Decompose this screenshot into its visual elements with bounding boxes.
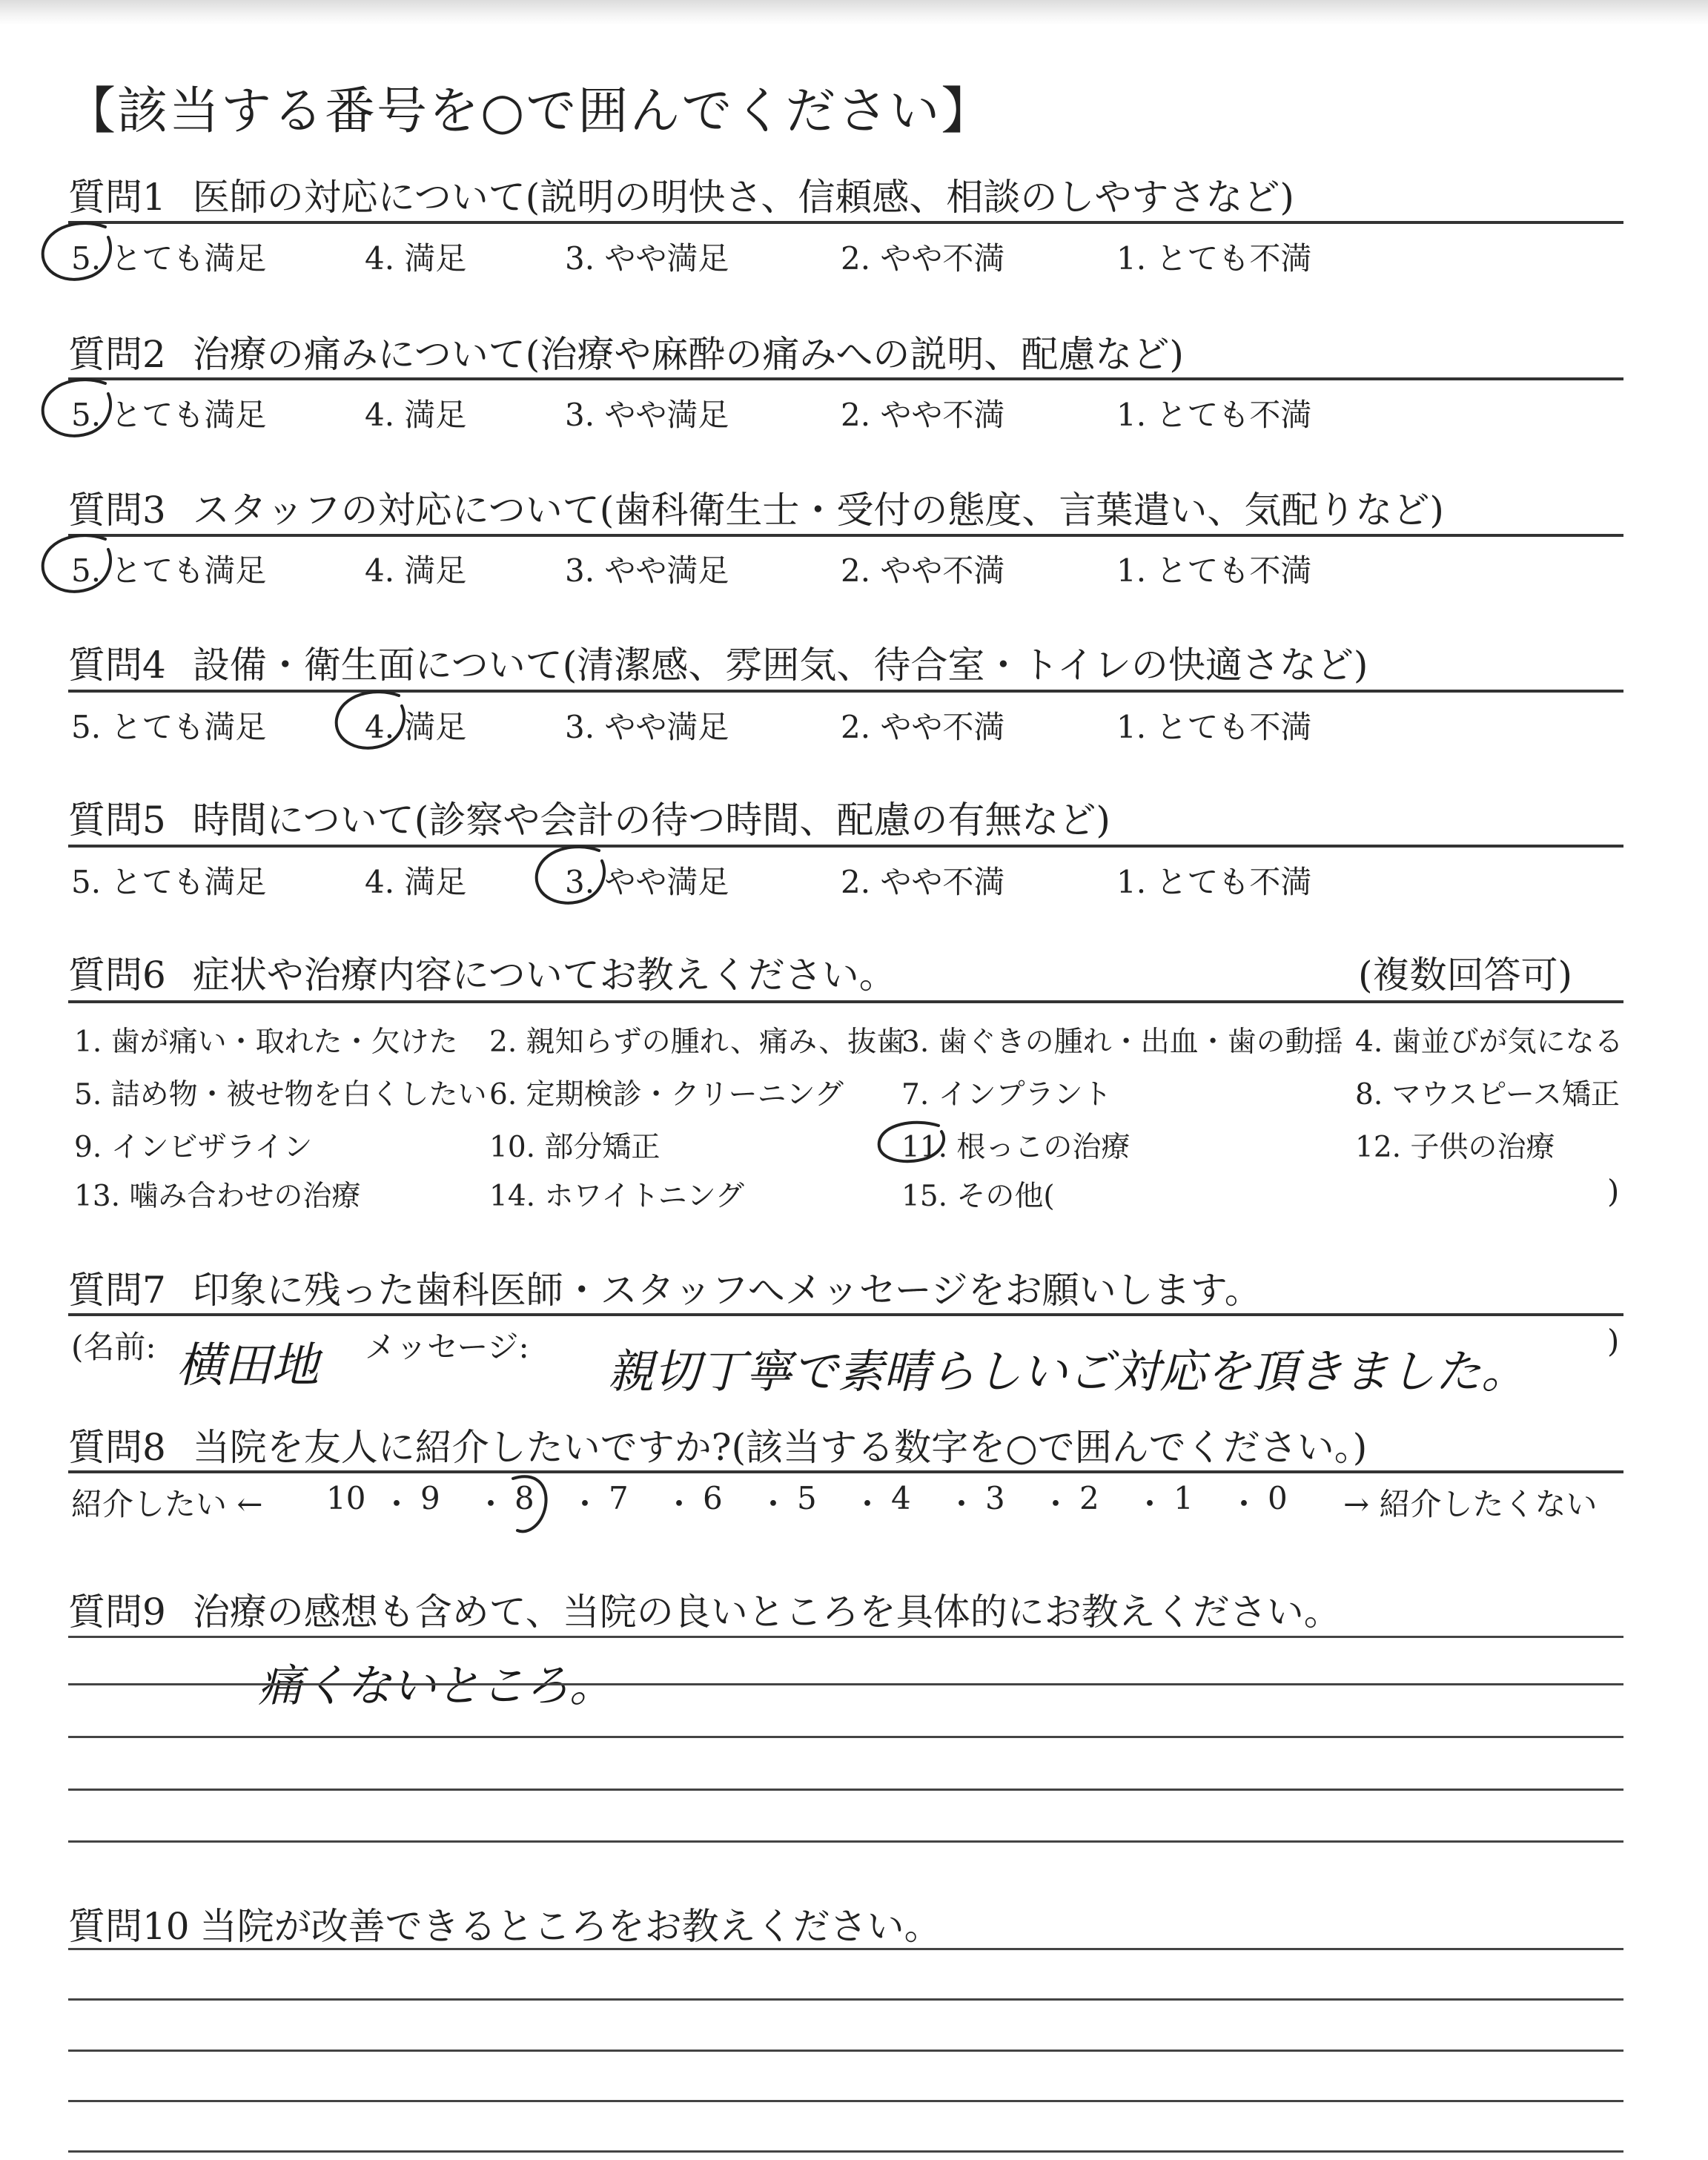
question-10-text: 当院が改善できるところをお教えください。: [199, 1905, 941, 1948]
q6-option-14[interactable]: 14. ホワイトニング: [489, 1180, 744, 1213]
q2-option-5[interactable]: 5. とても満足: [71, 397, 267, 433]
question-3: [68, 480, 1444, 534]
q3-answer-circle: [37, 530, 126, 604]
q4-answer-circle: [331, 687, 420, 761]
question-8-number: 質問8: [68, 1426, 166, 1469]
scale-left-label: 紹介したい ←: [71, 1486, 263, 1522]
question-9-text: 治療の感想も含めて、当院の良いところを具体的にお教えください。: [192, 1591, 1341, 1634]
q6-option-5[interactable]: 5. 詰め物・被せ物を白くしたい: [74, 1078, 487, 1112]
question-6-rule: [68, 1000, 1623, 1003]
question-9: [68, 1582, 1341, 1636]
question-4-rule: [68, 690, 1623, 693]
question-1-text: 医師の対応について(説明の明快さ、信頼感、相談のしやすさなど): [192, 176, 1294, 219]
q6-option-12[interactable]: 12. 子供の治療: [1355, 1131, 1555, 1164]
scale-separator: ・: [663, 1486, 695, 1522]
question-5-number: 質問5: [68, 799, 166, 842]
question-9-number: 質問9: [68, 1591, 166, 1634]
q4-option-5[interactable]: 5. とても満足: [71, 709, 267, 745]
q3-option-1[interactable]: 1. とても不満: [1116, 552, 1312, 589]
question-2-text: 治療の痛みについて(治療や麻酔の痛みへの説明、配慮など): [192, 333, 1184, 376]
q5-option-5[interactable]: 5. とても満足: [71, 864, 267, 900]
q3-option-2[interactable]: 2. やや不満: [841, 552, 1005, 589]
question-5: [68, 790, 1110, 844]
question-7-number: 質問7: [68, 1269, 166, 1312]
scale-value-7[interactable]: 7: [609, 1480, 629, 1516]
q1-option-2[interactable]: 2. やや不満: [841, 240, 1005, 277]
question-3-text: スタッフの対応について(歯科衛生士・受付の態度、言葉遣い、気配りなど): [192, 489, 1444, 532]
scale-separator: ・: [1228, 1486, 1260, 1522]
q2-option-3[interactable]: 3. やや満足: [565, 397, 729, 433]
scale-separator: ・: [1040, 1486, 1072, 1522]
q6-option-13[interactable]: 13. 噛み合わせの治療: [74, 1180, 361, 1213]
scale-value-0[interactable]: 0: [1268, 1480, 1288, 1516]
scale-value-3[interactable]: 3: [985, 1480, 1005, 1516]
q9-line-5: [68, 1840, 1623, 1843]
q10-line-5: [68, 2150, 1623, 2153]
message-label: メッセージ:: [365, 1329, 529, 1365]
q1-answer-circle: [37, 218, 126, 292]
question-2: [68, 325, 1184, 378]
q2-option-4[interactable]: 4. 満足: [365, 397, 467, 433]
question-7-text: 印象に残った歯科医師・スタッフへメッセージをお願いします。: [192, 1269, 1262, 1312]
question-3-rule: [68, 534, 1623, 537]
q1-option-4[interactable]: 4. 満足: [365, 240, 467, 277]
question-8-rule: [68, 1470, 1623, 1473]
question-1-number: 質問1: [68, 176, 166, 219]
question-3-number: 質問3: [68, 489, 166, 532]
scale-value-8[interactable]: 8: [514, 1480, 534, 1516]
q5-option-4[interactable]: 4. 満足: [365, 864, 467, 900]
question-1-rule: [68, 221, 1623, 224]
q4-option-4[interactable]: 4. 満足: [365, 709, 467, 745]
q6-option-15[interactable]: 15. その他(: [901, 1180, 1055, 1213]
scale-separator: ・: [569, 1486, 601, 1522]
scale-value-5[interactable]: 5: [797, 1480, 817, 1516]
q2-answer-circle: [37, 374, 126, 449]
scale-right-label: → 紹介したくない: [1343, 1486, 1598, 1522]
q10-line-4: [68, 2100, 1623, 2102]
question-4-text: 設備・衛生面について(清潔感、雰囲気、待合室・トイレの快適さなど): [192, 644, 1368, 687]
question-10: [68, 1897, 941, 1950]
question-5-text: 時間について(診察や会計の待つ時間、配慮の有無など): [192, 799, 1110, 842]
scale-value-10[interactable]: 10: [326, 1480, 366, 1516]
q1-option-1[interactable]: 1. とても不満: [1116, 240, 1312, 277]
q2-option-2[interactable]: 2. やや不満: [841, 397, 1005, 433]
question-6-text: 症状や治療内容についてお教えください。: [192, 954, 896, 997]
q2-option-1[interactable]: 1. とても不満: [1116, 397, 1312, 433]
q3-option-5[interactable]: 5. とても満足: [71, 552, 267, 589]
q1-option-3[interactable]: 3. やや満足: [565, 240, 729, 277]
question-5-rule: [68, 845, 1623, 848]
handwritten-name: 横田地: [176, 1338, 319, 1393]
scale-separator: ・: [852, 1486, 884, 1522]
message-close-paren: ): [1607, 1323, 1620, 1359]
q5-option-2[interactable]: 2. やや不満: [841, 864, 1005, 900]
q9-line-3: [68, 1736, 1623, 1738]
question-10-number: 質問10: [68, 1905, 190, 1948]
question-6-number: 質問6: [68, 954, 166, 997]
multiple-answer-note: (複数回答可): [1358, 954, 1573, 997]
q9-line-2: [68, 1683, 1623, 1685]
q5-option-3[interactable]: 3. やや満足: [565, 864, 729, 900]
q6-option-6[interactable]: 6. 定期検診・クリーニング: [489, 1078, 844, 1112]
q6-option-4[interactable]: 4. 歯並びが気になる: [1355, 1025, 1623, 1059]
q10-line-3: [68, 2050, 1623, 2052]
handwritten-q9-answer: 痛くないところ。: [258, 1660, 614, 1712]
q10-line-2: [68, 1998, 1623, 2001]
handwritten-message: 親切丁寧で素晴らしいご対応を頂きました。: [608, 1344, 1528, 1398]
scale-separator: ・: [475, 1486, 507, 1522]
question-8: [68, 1418, 1367, 1471]
scale-separator: ・: [758, 1486, 790, 1522]
scale-separator: ・: [946, 1486, 978, 1522]
q6-option-7[interactable]: 7. インプラント: [901, 1078, 1112, 1112]
q9-line-1: [68, 1636, 1623, 1638]
q4-option-1[interactable]: 1. とても不満: [1116, 709, 1312, 745]
scale-separator: ・: [1134, 1486, 1166, 1522]
question-7-rule: [68, 1313, 1623, 1316]
question-1: [68, 168, 1294, 221]
q6-answer-circle: [875, 1118, 956, 1170]
q5-option-1[interactable]: 1. とても不満: [1116, 864, 1312, 900]
q8-answer-circle: [500, 1471, 559, 1538]
scale-value-6[interactable]: 6: [703, 1480, 723, 1516]
q6-option-8[interactable]: 8. マウスピース矯正: [1355, 1078, 1620, 1112]
q4-option-3[interactable]: 3. やや満足: [565, 709, 729, 745]
question-6: [68, 945, 896, 999]
scale-value-2[interactable]: 2: [1079, 1480, 1099, 1516]
q6-option-3[interactable]: 3. 歯ぐきの腫れ・出血・歯の動揺: [901, 1025, 1343, 1059]
q6-option-9[interactable]: 9. インビザライン: [74, 1131, 313, 1164]
q5-answer-circle: [531, 842, 620, 916]
scale-value-4[interactable]: 4: [891, 1480, 911, 1516]
q4-option-2[interactable]: 2. やや不満: [841, 709, 1005, 745]
q6-option-10[interactable]: 10. 部分矯正: [489, 1131, 661, 1164]
scale-separator: ・: [381, 1486, 413, 1522]
question-2-rule: [68, 377, 1623, 380]
scale-value-1[interactable]: 1: [1174, 1480, 1194, 1516]
q1-option-5[interactable]: 5. とても満足: [71, 240, 267, 277]
question-8-text: 当院を友人に紹介したいですか?(該当する数字を○で囲んでください。): [192, 1426, 1368, 1469]
scale-value-9[interactable]: 9: [420, 1480, 440, 1516]
other-close-paren: ): [1607, 1173, 1620, 1209]
q3-option-3[interactable]: 3. やや満足: [565, 552, 729, 589]
q3-option-4[interactable]: 4. 満足: [365, 552, 467, 589]
question-7: [68, 1261, 1262, 1314]
question-2-number: 質問2: [68, 333, 166, 376]
question-4-number: 質問4: [68, 644, 166, 687]
q6-option-11[interactable]: 11. 根っこの治療: [901, 1131, 1131, 1164]
question-4: [68, 635, 1368, 689]
scan-edge: [0, 0, 1708, 25]
q6-option-2[interactable]: 2. 親知らずの腫れ、痛み、抜歯: [489, 1025, 906, 1059]
q9-line-4: [68, 1789, 1623, 1791]
q10-line-1: [68, 1948, 1623, 1950]
name-label: (名前:: [71, 1329, 156, 1365]
q6-option-1[interactable]: 1. 歯が痛い・取れた・欠けた: [74, 1025, 458, 1059]
form-title: 【該当する番号を○で囲んでください】: [65, 82, 993, 141]
